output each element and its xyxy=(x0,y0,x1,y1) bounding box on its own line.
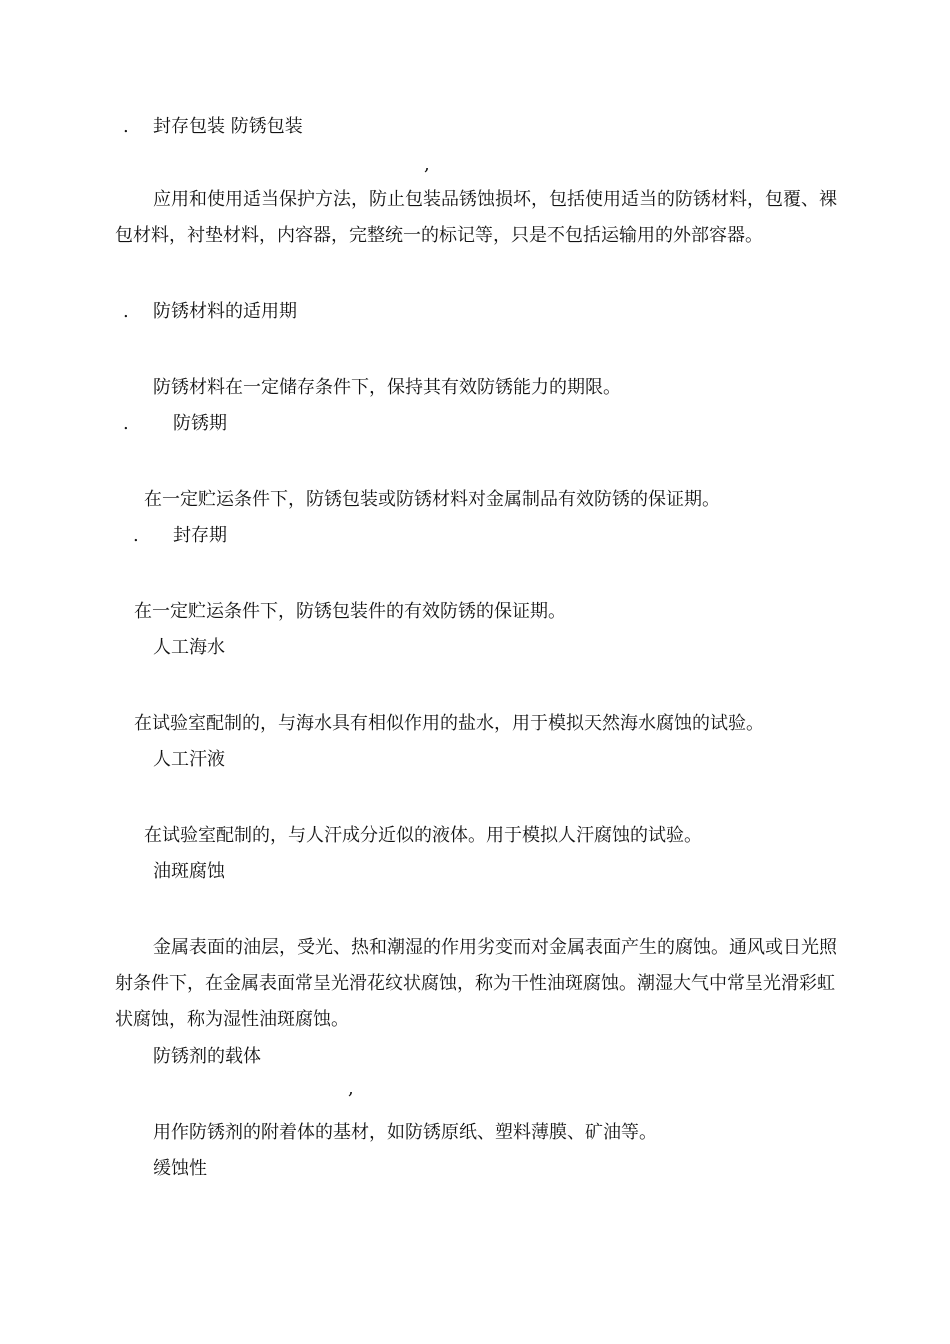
section-9-term: 缓蚀性 xyxy=(153,1158,207,1179)
section-4-marker: . xyxy=(133,525,139,546)
section-8-term: 防锈剂的载体 xyxy=(153,1046,261,1067)
section-8-stray-mark: , xyxy=(348,1078,354,1099)
section-6-definition: 在试验室配制的，与人汗成分近似的液体。用于模拟人汗腐蚀的试验。 xyxy=(144,825,702,846)
section-2-definition: 防锈材料在一定储存条件下，保持其有效防锈能力的期限。 xyxy=(153,377,621,398)
section-2-term: 防锈材料的适用期 xyxy=(153,301,297,322)
section-5-definition: 在试验室配制的，与海水具有相似作用的盐水，用于模拟天然海水腐蚀的试验。 xyxy=(134,713,764,734)
section-4-term: 封存期 xyxy=(173,525,227,546)
section-3-term: 防锈期 xyxy=(173,413,227,434)
section-6-term: 人工汗液 xyxy=(153,749,225,770)
section-3-marker: . xyxy=(123,413,129,434)
section-5-term: 人工海水 xyxy=(153,637,225,658)
section-2-marker: . xyxy=(123,301,129,322)
section-3-definition: 在一定贮运条件下，防锈包装或防锈材料对金属制品有效防锈的保证期。 xyxy=(144,489,720,510)
section-8-definition: 用作防锈剂的附着体的基材，如防锈原纸、塑料薄膜、矿油等。 xyxy=(153,1122,657,1143)
section-7-definition: 金属表面的油层，受光、热和潮湿的作用劣变而对金属表面产生的腐蚀。通风或日光照射条件下，在金属表面常呈光滑花纹状腐蚀，称为干性油斑腐蚀。潮湿大气中常呈光滑彩虹状腐蚀，称为湿性油斑腐蚀。 xyxy=(115,937,837,1030)
section-1-marker: . xyxy=(123,116,129,137)
section-1-stray-mark: , xyxy=(424,154,430,175)
section-4-definition: 在一定贮运条件下，防锈包装件的有效防锈的保证期。 xyxy=(134,601,566,622)
section-1-term: 封存包装 防锈包装 xyxy=(153,116,303,137)
section-1-definition: 应用和使用适当保护方法，防止包装品锈蚀损坏，包括使用适当的防锈材料，包覆、裸包材料，衬垫材料，内容器，完整统一的标记等，只是不包括运输用的外部容器。 xyxy=(115,189,837,246)
section-7-term: 油斑腐蚀 xyxy=(153,861,225,882)
